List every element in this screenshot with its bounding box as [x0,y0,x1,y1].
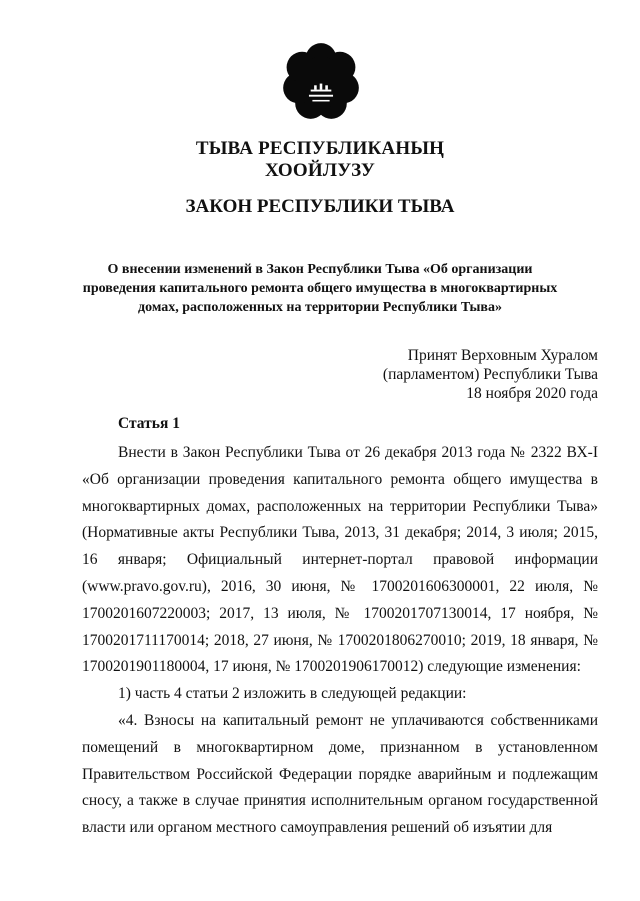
article-paragraph-1: Внести в Закон Республики Тыва от 26 декабря 2013 года № 2322 ВХ-I «Об организации проведения капитального ремонта общего имущества в многоквартирных домах, расположенных на территории Республики Тыва» (Нормативные акты Республики Тыва, 2013, 31 декабря; 2014, 3 июля; 2015, 16 января; Официальный интернет-портал правовой информации (www.pravo.gov.ru), 2016, 30 июня, № 1700201606300001, 22 июля, № 1700201607220003; 2017, 13 июля, № 1700201707130014, 17 ноября, № 1700201711170014; 2018, 27 июня, № 1700201806270010; 2019, 18 января, № 1700201901180004, 17 июня, № 1700201906170012) следующие изменения: [82,444,598,676]
article-body [82,440,598,842]
law-heading: ЗАКОН РЕСПУБЛИКИ ТЫВА [185,196,455,217]
article-heading: Статья 1 [118,415,180,432]
article-paragraph-2: 1) часть 4 статьи 2 изложить в следующей редакции: [118,685,467,703]
law-title [60,260,580,317]
article-paragraph-3: «4. Взносы на капитальный ремонт не уплачиваются собственниками помещений в многоквартирном доме, признанном в установленном Правительством Российской Федерации порядке аварийным и подлежащим сносу, а также в случае принятия исполнительным органом государственной власти или органом местного самоуправления решений об изъятии для [82,711,598,837]
adoption-note-line3: 18 ноября 2020 года [466,385,598,402]
adoption-note-line1: Принят Верховным Хуралом [407,347,598,364]
law-title-line1: О внесении изменений в Закон Республики Тыва «Об организации [107,262,533,277]
tuva-coat-of-arms-emblem [278,38,364,124]
republic-heading-line1: ТЫВА РЕСПУБЛИКАНЫҢ [195,138,445,159]
adoption-note [383,346,598,403]
republic-heading [0,138,640,182]
law-title-line2: проведения капитального ремонта общего имущества в многоквартирных [82,281,558,296]
adoption-note-line2: (парламентом) Республики Тыва [382,366,598,383]
republic-heading-line2: ХООЙЛУЗУ [264,160,376,181]
law-title-line3: домах, расположенных на территории Республики Тыва» [138,300,502,315]
